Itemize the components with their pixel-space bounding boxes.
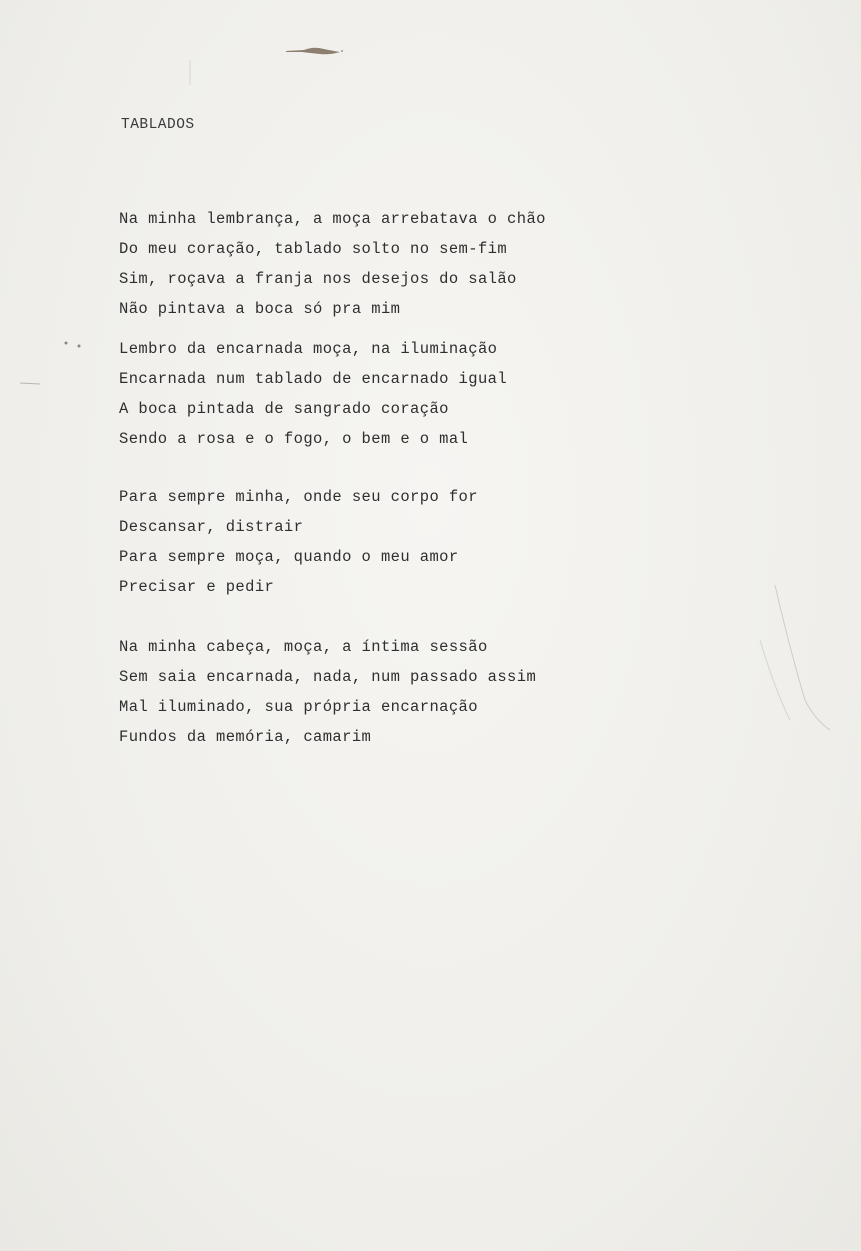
poem-line: Na minha lembrança, a moça arrebatava o chão: [119, 210, 546, 228]
poem-line: Lembro da encarnada moça, na iluminação: [119, 340, 498, 358]
poem-line: Mal iluminado, sua própria encarnação: [119, 698, 478, 716]
poem-line: Para sempre moça, quando o meu amor: [119, 548, 459, 566]
poem-line: Para sempre minha, onde seu corpo for: [119, 488, 478, 506]
page-title: TABLADOS: [121, 117, 195, 133]
stanza-1: [119, 204, 546, 324]
stanza-3: [119, 482, 478, 602]
poem-line: Do meu coração, tablado solto no sem-fim: [119, 240, 508, 258]
poem-line: Descansar, distrair: [119, 518, 304, 536]
poem-line: A boca pintada de sangrado coração: [119, 400, 449, 418]
poem-line: Na minha cabeça, moça, a íntima sessão: [119, 638, 488, 656]
poem-line: Sendo a rosa e o fogo, o bem e o mal: [119, 430, 469, 448]
stanza-4: [119, 632, 536, 752]
ink-stain-mark: [284, 44, 344, 58]
poem-line: Sem saia encarnada, nada, num passado assim: [119, 668, 537, 686]
poem-line: Fundos da memória, camarim: [119, 728, 372, 746]
poem-line: Encarnada num tablado de encarnado igual: [119, 370, 508, 388]
stanza-2: [119, 334, 507, 454]
poem-line: Não pintava a boca só pra mim: [119, 300, 401, 318]
poem-line: Precisar e pedir: [119, 578, 275, 596]
poem-line: Sim, roçava a franja nos desejos do salão: [119, 270, 517, 288]
